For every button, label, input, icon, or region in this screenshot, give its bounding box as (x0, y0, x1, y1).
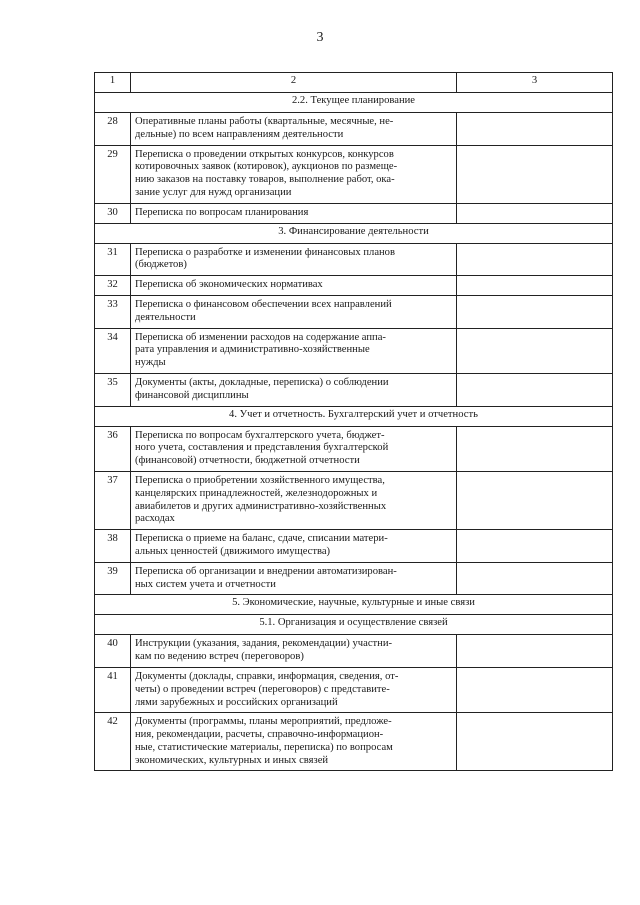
description-line: расходах (135, 513, 175, 525)
item-description (131, 562, 457, 595)
item-description (131, 530, 457, 563)
column-header-3: 3 (457, 73, 613, 93)
column-header-1: 1 (95, 73, 131, 93)
description-line: Документы (программы, планы мероприятий, предложе- (135, 716, 392, 728)
description-line: авиабилетов и других административно-хозяйственных (135, 500, 387, 512)
table-row (95, 667, 613, 712)
description-line: ные, статистические материалы, переписка) по вопросам (135, 741, 393, 753)
storage-period-cell (457, 276, 613, 296)
item-description (131, 203, 457, 223)
item-number: 34 (95, 328, 131, 373)
description-line: котировочных заявок (котировок), аукционов по размеще- (135, 161, 398, 173)
description-line: Переписка о приеме на баланс, сдаче, списании матери- (135, 533, 388, 545)
section-heading-row (95, 93, 613, 113)
description-line: четы) о проведении встреч (переговоров) с представите- (135, 683, 390, 695)
section-heading: 5. Экономические, научные, культурные и иные связи (95, 595, 613, 615)
item-number: 32 (95, 276, 131, 296)
item-number: 39 (95, 562, 131, 595)
description-line: Оперативные планы работы (квартальные, месячные, не- (135, 116, 394, 127)
description-line: Переписка об экономических нормативах (135, 279, 323, 291)
table-row (95, 471, 613, 529)
description-line: зание услуг для нужд организации (135, 186, 292, 198)
description-line: канцелярских принадлежностей, железнодорожных и (135, 487, 378, 499)
item-description (131, 295, 457, 328)
item-number: 30 (95, 203, 131, 223)
item-number: 33 (95, 295, 131, 328)
description-line: финансовой дисциплины (135, 389, 249, 401)
description-line: Переписка о разработке и изменении финансовых планов (135, 246, 395, 258)
section-heading-row (95, 595, 613, 615)
section-heading-row (95, 615, 613, 635)
storage-period-cell (457, 113, 613, 146)
description-line: альных ценностей (движимого имущества) (135, 545, 331, 557)
item-number: 35 (95, 373, 131, 406)
item-number: 28 (95, 113, 131, 146)
item-number: 38 (95, 530, 131, 563)
item-description (131, 328, 457, 373)
item-number: 29 (95, 145, 131, 203)
description-line: Переписка по вопросам планирования (135, 206, 309, 218)
section-heading-row (95, 223, 613, 243)
item-description (131, 635, 457, 668)
table-row (95, 145, 613, 203)
description-line: Переписка о проведении открытых конкурсов, конкурсов (135, 148, 394, 160)
storage-period-cell (457, 243, 613, 276)
table-row (95, 113, 613, 146)
item-number: 41 (95, 667, 131, 712)
storage-period-cell (457, 667, 613, 712)
item-description (131, 145, 457, 203)
section-heading: 5.1. Организация и осуществление связей (95, 615, 613, 635)
table-row (95, 243, 613, 276)
description-line: кам по ведению встреч (переговоров) (135, 651, 304, 663)
item-description (131, 373, 457, 406)
storage-period-cell (457, 713, 613, 771)
description-line: Инструкции (указания, задания, рекомендации) участни- (135, 638, 393, 650)
storage-period-cell (457, 562, 613, 595)
description-line: рата управления и административно-хозяйственные (135, 344, 370, 356)
section-heading: 2.2. Текущее планирование (95, 93, 613, 113)
description-line: ных систем учета и отчетности (135, 578, 276, 590)
table-row (95, 295, 613, 328)
item-number: 37 (95, 471, 131, 529)
description-line: Документы (доклады, справки, информация, сведения, от- (135, 670, 399, 682)
storage-period-cell (457, 328, 613, 373)
description-line: Переписка об организации и внедрении автоматизирован- (135, 565, 397, 577)
table-row (95, 635, 613, 668)
description-line: Переписка о приобретении хозяйственного имущества, (135, 474, 385, 486)
description-line: нию заказов на поставку товаров, выполнение работ, ока- (135, 174, 395, 186)
table-row (95, 713, 613, 771)
description-line: лями зарубежных и российских организаций (135, 696, 338, 708)
table-row (95, 276, 613, 296)
section-heading: 3. Финансирование деятельности (95, 223, 613, 243)
storage-period-cell (457, 530, 613, 563)
table-row (95, 203, 613, 223)
table-row (95, 530, 613, 563)
description-line: Переписка по вопросам бухгалтерского учета, бюджет- (135, 429, 385, 441)
storage-period-cell (457, 373, 613, 406)
description-line: деятельности (135, 311, 196, 323)
description-line: Переписка о финансовом обеспечении всех направлений (135, 298, 392, 310)
description-line: дельные) по всем направлениям деятельности (135, 128, 344, 140)
column-header-2: 2 (131, 73, 457, 93)
storage-period-cell (457, 145, 613, 203)
storage-period-cell (457, 471, 613, 529)
table-row (95, 328, 613, 373)
table-row (95, 373, 613, 406)
table-row (95, 562, 613, 595)
storage-period-cell (457, 426, 613, 471)
description-line: ного учета, составления и представления бухгалтерской (135, 442, 389, 454)
item-description (131, 471, 457, 529)
section-heading: 4. Учет и отчетность. Бухгалтерский учет и отчетность (95, 406, 613, 426)
description-line: Переписка об изменении расходов на содержание аппа- (135, 331, 386, 343)
table-header-row (95, 73, 613, 93)
item-number: 40 (95, 635, 131, 668)
item-number: 36 (95, 426, 131, 471)
description-line: экономических, культурных и иных связей (135, 754, 329, 766)
description-line: (бюджетов) (135, 259, 187, 271)
item-description (131, 426, 457, 471)
storage-period-cell (457, 203, 613, 223)
item-description (131, 667, 457, 712)
storage-period-cell (457, 295, 613, 328)
item-description (131, 113, 457, 146)
description-line: ния, рекомендации, расчеты, справочно-информацион- (135, 729, 384, 741)
section-heading-row (95, 406, 613, 426)
storage-period-cell (457, 635, 613, 668)
description-line: (финансовой) отчетности, бюджетной отчетности (135, 455, 360, 467)
item-description (131, 713, 457, 771)
description-line: нужды (135, 357, 166, 369)
description-line: Документы (акты, докладные, переписка) о соблюдении (135, 376, 389, 388)
item-description (131, 243, 457, 276)
item-number: 31 (95, 243, 131, 276)
records-table (94, 72, 613, 771)
table-row (95, 426, 613, 471)
item-description (131, 276, 457, 296)
item-number: 42 (95, 713, 131, 771)
page-number: 3 (316, 30, 324, 45)
